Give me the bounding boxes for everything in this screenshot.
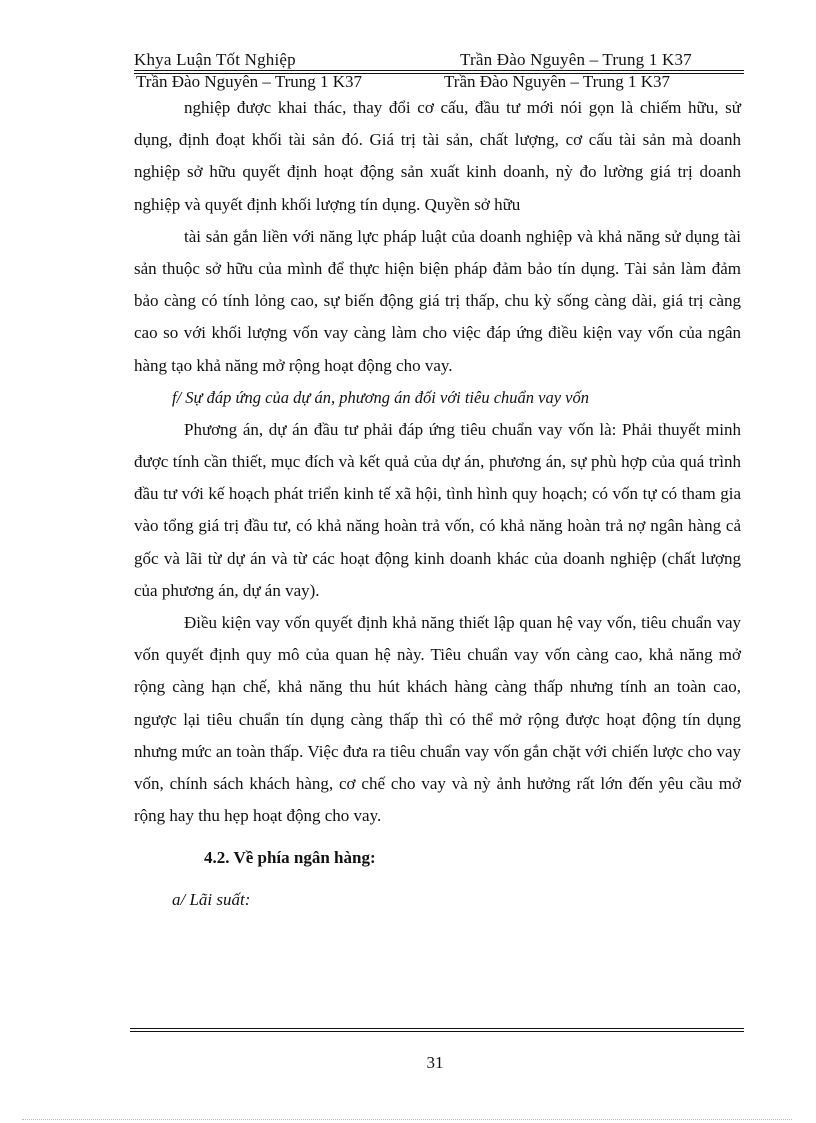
- header-title: Khya Luận Tốt Nghiệp: [134, 50, 296, 69]
- footer-rule-bottom: [130, 1031, 744, 1032]
- paragraph-2: tài sản gắn liền với năng lực pháp luật của doanh nghiệp và khả năng sử dụng tài sản thuộc sở hữu của mình để thực hiện biện pháp đảm bảo tín dụng. Tài sản làm đảm bảo càng có tính lỏng cao, sự biến động giá trị thấp, chu kỳ sống càng dài, giá trị càng cao so với khối lượng vốn vay càng làm cho việc đáp ứng điều kiện vay vốn của ngân hàng tạo khả năng mở rộng hoạt động cho vay.: [134, 226, 741, 375]
- subsection-heading-a: a/ Lãi suất:: [172, 890, 251, 910]
- section-heading-f: f/ Sự đáp ứng của dự án, phương án đối với tiêu chuẩn vay vốn: [172, 387, 590, 407]
- paragraph-4: Điều kiện vay vốn quyết định khả năng thiết lập quan hệ vay vốn, tiêu chuẩn vay vốn quyết định quy mô của quan hệ này. Tiêu chuẩn vay vốn càng cao, khả năng mở rộng càng hạn chế, khả năng thu hút khách hàng càng thấp nhưng tính an toàn cao, ngược lại tiêu chuẩn tín dụng càng thấp thì có thể mở rộng được hoạt động tín dụng nhưng mức an toàn thấp. Việc đưa ra tiêu chuẩn vay vốn gắn chặt với chiến lược cho vay vốn, chính sách khách hàng, cơ chế cho vay và nỳ ảnh hưởng rất lớn đến yêu cầu mở rộng hay thu hẹp hoạt động cho vay.: [134, 613, 741, 826]
- document-body: [134, 92, 741, 916]
- section-heading-4-2: 4.2. Về phía ngân hàng:: [204, 848, 376, 868]
- header-sub-right: Trần Đào Nguyên – Trung 1 K37: [444, 72, 671, 91]
- header-sub-left: Trần Đào Nguyên – Trung 1 K37: [136, 72, 363, 91]
- paragraph-3: Phương án, dự án đầu tư phải đáp ứng tiêu chuẩn vay vốn là: Phải thuyết minh được tính cần thiết, mục đích và kết quả của dự án, phương án, sự phù hợp của quá trình đầu tư với kế hoạch phát triển kinh tế xã hội, tình hình quy hoạch; có vốn tự có tham gia vào tổng giá trị đầu tư, có khả năng hoàn trả vốn, có khả năng hoàn trả nợ ngân hàng cả gốc và lãi từ dự án và từ các hoạt động kinh doanh khác của doanh nghiệp (chất lượng của phương án, dự án vay).: [134, 419, 741, 600]
- page-edge-divider: [22, 1119, 792, 1120]
- footer-rule-top: [130, 1028, 744, 1029]
- header-author: Trần Đào Nguyên – Trung 1 K37: [460, 50, 692, 69]
- header-rule-top: [134, 70, 744, 71]
- paragraph-1: nghiệp được khai thác, thay đổi cơ cấu, đầu tư mới nói gọn là chiếm hữu, sử dụng, định đoạt khối tài sản đó. Giá trị tài sản, chất lượng, cơ cấu tài sản mà doanh nghiệp sở hữu quyết định hoạt động sản xuất kinh doanh, nỳ đo lường giá trị doanh nghiệp và quyết định khối lượng tín dụng. Quyền sở hữu: [134, 98, 741, 214]
- page-number: 31: [426, 1053, 444, 1072]
